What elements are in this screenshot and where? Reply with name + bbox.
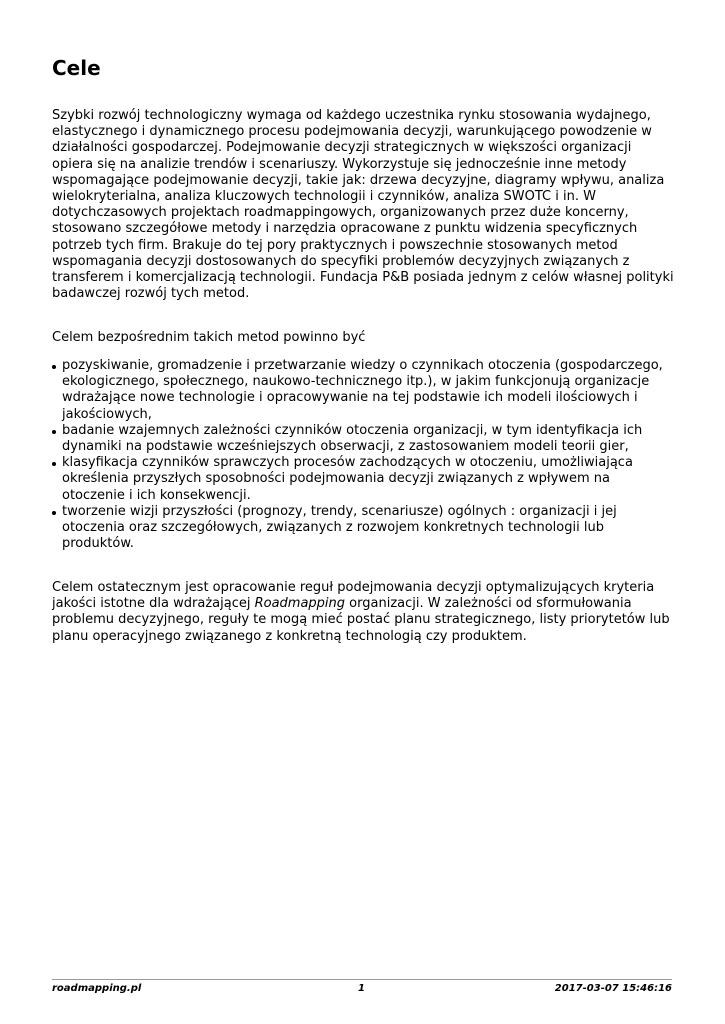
goals-intro-paragraph: Celem bezpośrednim takich metod powinno być [52, 330, 366, 345]
intro-paragraph: Szybki rozwój technologiczny wymaga od każdego uczestnika rynku stosowania wydajnego, elastycznego i dynamicznego procesu podejmowania decyzji, warunkującego powodzenie w działalności gospodarczej. Podejmowanie decyzji strategicznych w większości organizacji opiera się na analizie trendów i scenariuszy. Wykorzystuje się jednocześnie inne metody wspomagające podejmowanie decyzji, takie jak: drzewa decyzyjne, diagramy wpływu, analiza wielokryterialna, analiza kluczowych technologii i czynników, analiza SWOTC i in. W dotychczasowych projektach roadmappingowych, organizowanych przez duże koncerny, stosowano szczegółowe metody i narzędzia opracowane z punktu widzenia specyficznych potrzeb tych firm. Brakuje do tej pory praktycznych i powszechnie stosowanych metod wspomagania decyzji dostosowanych do specyfiki problemów decyzyjnych związanych z transferem i komercjalizacją technologii. Fundacja P&B posiada jednym z celów własnej polityki badawczej rozwój tych metod. [52, 108, 674, 302]
list-item: pozyskiwanie, gromadzenie i przetwarzanie wiedzy o czynnikach otoczenia (gospodarczego, ekologicznego, społecznego, naukowo-technicznego itp.), w jakim funkcjonują organizacje wdrażające nowe technologie i opracowywanie na tej podstawie ich modeli ilościowych i jakościowych, [52, 358, 676, 423]
final-text-end: organizacji. W zależności od sformułowania problemu decyzyjnego, reguły te mogą mieć postać planu strategicznego, listy priorytetów lub planu operacyjnego związanego z konkretną technologią czy produktem. [52, 596, 670, 644]
page-footer [52, 982, 672, 996]
list-item: badanie wzajemnych zależności czynników otoczenia organizacji, w tym identyfikacja ich dynamiki na podstawie wcześniejszych obserwacji, z zastosowaniem modeli teorii gier, [52, 423, 676, 455]
final-text-start: Celem ostatecznym jest opracowanie reguł podejmowania decyzji optymalizujących kryteria jakości istotne dla wdrażającej [52, 580, 655, 612]
final-goal-paragraph [52, 580, 676, 645]
footer-timestamp: 2017-03-07 15:46:16 [554, 983, 672, 994]
goals-list [52, 358, 676, 552]
list-item: tworzenie wizji przyszłości (prognozy, trendy, scenariusze) ogólnych : organizacji i jej otoczenia oraz szczegółowych, związanych z rozwojem konkretnych technologii lub produktów. [52, 504, 676, 553]
footer-page-number: 1 [358, 983, 365, 994]
footer-site: roadmapping.pl [52, 983, 142, 994]
roadmapping-emphasis: Roadmapping [254, 596, 346, 612]
page-title: Cele [52, 56, 101, 80]
footer-divider [52, 979, 672, 980]
list-item: klasyfikacja czynników sprawczych procesów zachodzących w otoczeniu, umożliwiająca określenia przyszłych sposobności podejmowania decyzji związanych z wpływem na otoczenie i ich konsekwencji. [52, 455, 676, 504]
